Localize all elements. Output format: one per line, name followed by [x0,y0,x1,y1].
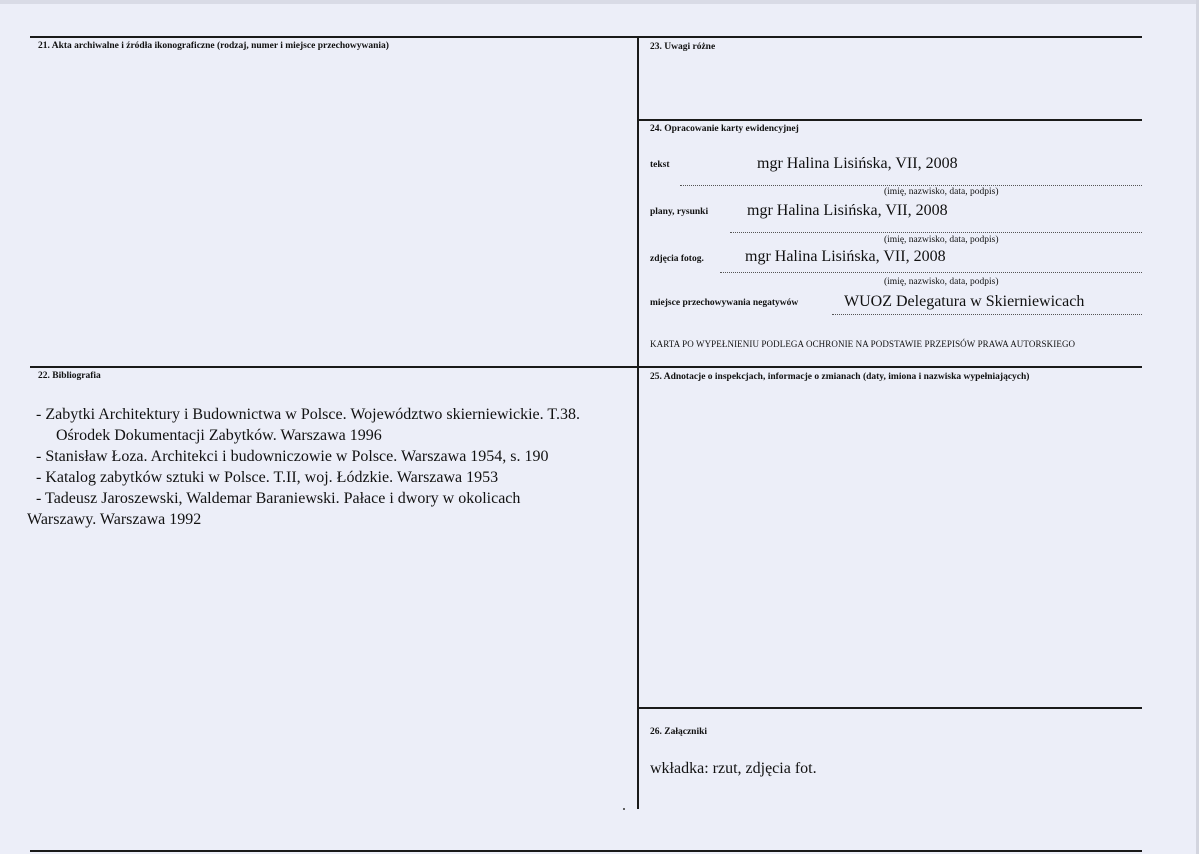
section-25-label: 25. Adnotacje o inspekcjach, informacje o zmianach (daty, imiona i nazwiska wypełniających) [650,372,1030,382]
miejsce-label: miejsce przechowywania negatywów [650,298,799,308]
page-edge [0,0,1199,4]
tekst-value: mgr Halina Lisińska, VII, 2008 [757,155,958,172]
miejsce-value: WUOZ Delegatura w Skierniewicach [844,293,1085,310]
section-divider-25-26 [638,707,1142,709]
plany-hint: (imię, nazwisko, data, podpis) [884,235,999,245]
section-24-label: 24. Opracowanie karty ewidencyjnej [650,124,799,134]
plany-value: mgr Halina Lisińska, VII, 2008 [747,202,948,219]
zdjecia-hint: (imię, nazwisko, data, podpis) [884,277,999,287]
stray-mark [623,808,625,810]
bibliography-list [27,404,636,530]
tekst-dotted-line [680,185,1142,186]
tekst-label: tekst [650,160,670,170]
bibliography-item: - Zabytki Architektury i Budownictwa w Polsce. Województwo skierniewickie. T.38. [36,406,580,423]
zdjecia-dotted-line [720,272,1142,273]
zdjecia-value: mgr Halina Lisińska, VII, 2008 [745,248,946,265]
section-21-label: 21. Akta archiwalne i źródła ikonograficzne (rodzaj, numer i miejsce przechowywania) [38,41,389,51]
copyright-notice: KARTA PO WYPEŁNIENIU PODLEGA OCHRONIE NA PODSTAWIE PRZEPISÓW PRAWA AUTORSKIEGO [650,339,1076,349]
section-23-label: 23. Uwagi różne [650,42,716,52]
column-divider [637,37,639,809]
section-divider-23-24 [638,119,1142,121]
bibliography-item: Ośrodek Dokumentacji Zabytków. Warszawa 1996 [56,427,382,444]
zdjecia-label: zdjęcia fotog. [650,254,704,264]
tekst-hint: (imię, nazwisko, data, podpis) [884,187,999,197]
section-divider-middle [30,366,1142,368]
miejsce-dotted-line [832,314,1142,315]
bibliography-item: Warszawy. Warszawa 1992 [27,511,202,528]
section-22-label: 22. Bibliografia [38,371,101,381]
bibliography-item: - Katalog zabytków sztuki w Polsce. T.II, woj. Łódzkie. Warszawa 1953 [36,469,499,486]
section-26-label: 26. Załączniki [650,727,708,737]
plany-label: plany, rysunki [650,207,709,217]
section-26-value: wkładka: rzut, zdjęcia fot. [650,760,817,777]
top-rule [30,36,1142,38]
plany-dotted-line [730,232,1142,233]
bibliography-item: - Stanisław Łoza. Architekci i budowniczowie w Polsce. Warszawa 1954, s. 190 [36,448,549,465]
bibliography-item: - Tadeusz Jaroszewski, Waldemar Baraniewski. Pałace i dwory w okolicach [36,490,521,507]
bottom-rule [30,850,1142,852]
